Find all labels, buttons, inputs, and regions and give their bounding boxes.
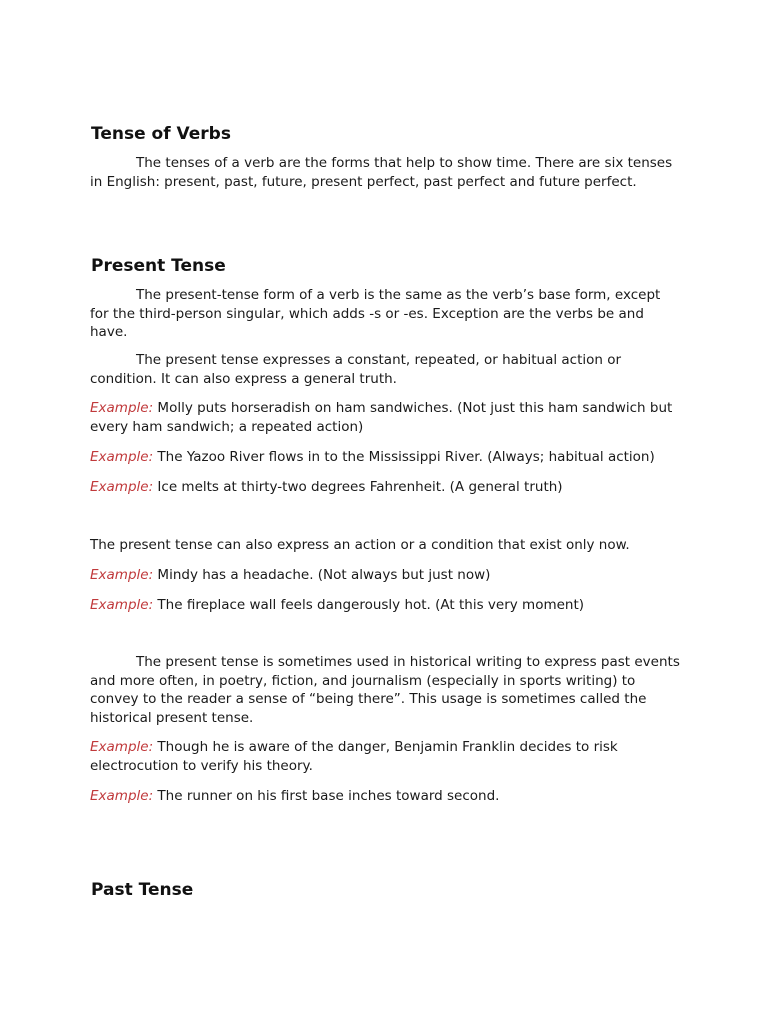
present-form-paragraph: The present-tense form of a verb is the same as the verb’s base form, except for the third-person singular, which adds -s or -es. Exception are the verbs be and have. <box>90 287 661 341</box>
example-text: Though he is aware of the danger, Benjamin Franklin decides to risk electrocution to verify his theory. <box>90 739 618 774</box>
heading-present-tense: Present Tense <box>91 256 226 276</box>
example-label: Example: <box>90 567 154 583</box>
example-text: Molly puts horseradish on ham sandwiches. (Not just this ham sandwich but every ham sandwich; a repeated action) <box>90 400 673 435</box>
example-franklin <box>90 738 680 775</box>
example-label: Example: <box>90 479 154 495</box>
example-fireplace <box>90 596 680 615</box>
example-label: Example: <box>90 597 154 613</box>
example-label: Example: <box>90 788 154 804</box>
example-text: Ice melts at thirty-two degrees Fahrenheit. (A general truth) <box>157 479 563 495</box>
example-text: Mindy has a headache. (Not always but just now) <box>157 567 491 583</box>
example-horseradish <box>90 399 680 436</box>
example-text: The Yazoo River flows in to the Mississippi River. (Always; habitual action) <box>157 449 655 465</box>
heading-past-tense: Past Tense <box>91 880 194 900</box>
historical-present-paragraph: The present tense is sometimes used in historical writing to express past events and more often, in poetry, fiction, and journalism (especially in sports writing) to convey to the reader a sense of “being there”. This usage is sometimes called the historical present tense. <box>90 654 680 726</box>
example-runner <box>90 787 680 806</box>
intro-paragraph: The tenses of a verb are the forms that help to show time. There are six tenses in English: present, past, future, present perfect, past perfect and future perfect. <box>90 155 673 190</box>
example-yazoo-river <box>90 448 680 467</box>
example-label: Example: <box>90 739 154 755</box>
example-label: Example: <box>90 449 154 465</box>
present-now-paragraph: The present tense can also express an action or a condition that exist only now. <box>90 537 630 553</box>
example-text: The fireplace wall feels dangerously hot. (At this very moment) <box>157 597 585 613</box>
present-usage-paragraph: The present tense expresses a constant, repeated, or habitual action or condition. It can also express a general truth. <box>90 352 622 387</box>
example-ice-melts <box>90 478 680 497</box>
example-headache <box>90 566 680 585</box>
heading-tense-of-verbs: Tense of Verbs <box>91 124 231 144</box>
example-text: The runner on his first base inches toward second. <box>157 788 500 804</box>
example-label: Example: <box>90 400 154 416</box>
